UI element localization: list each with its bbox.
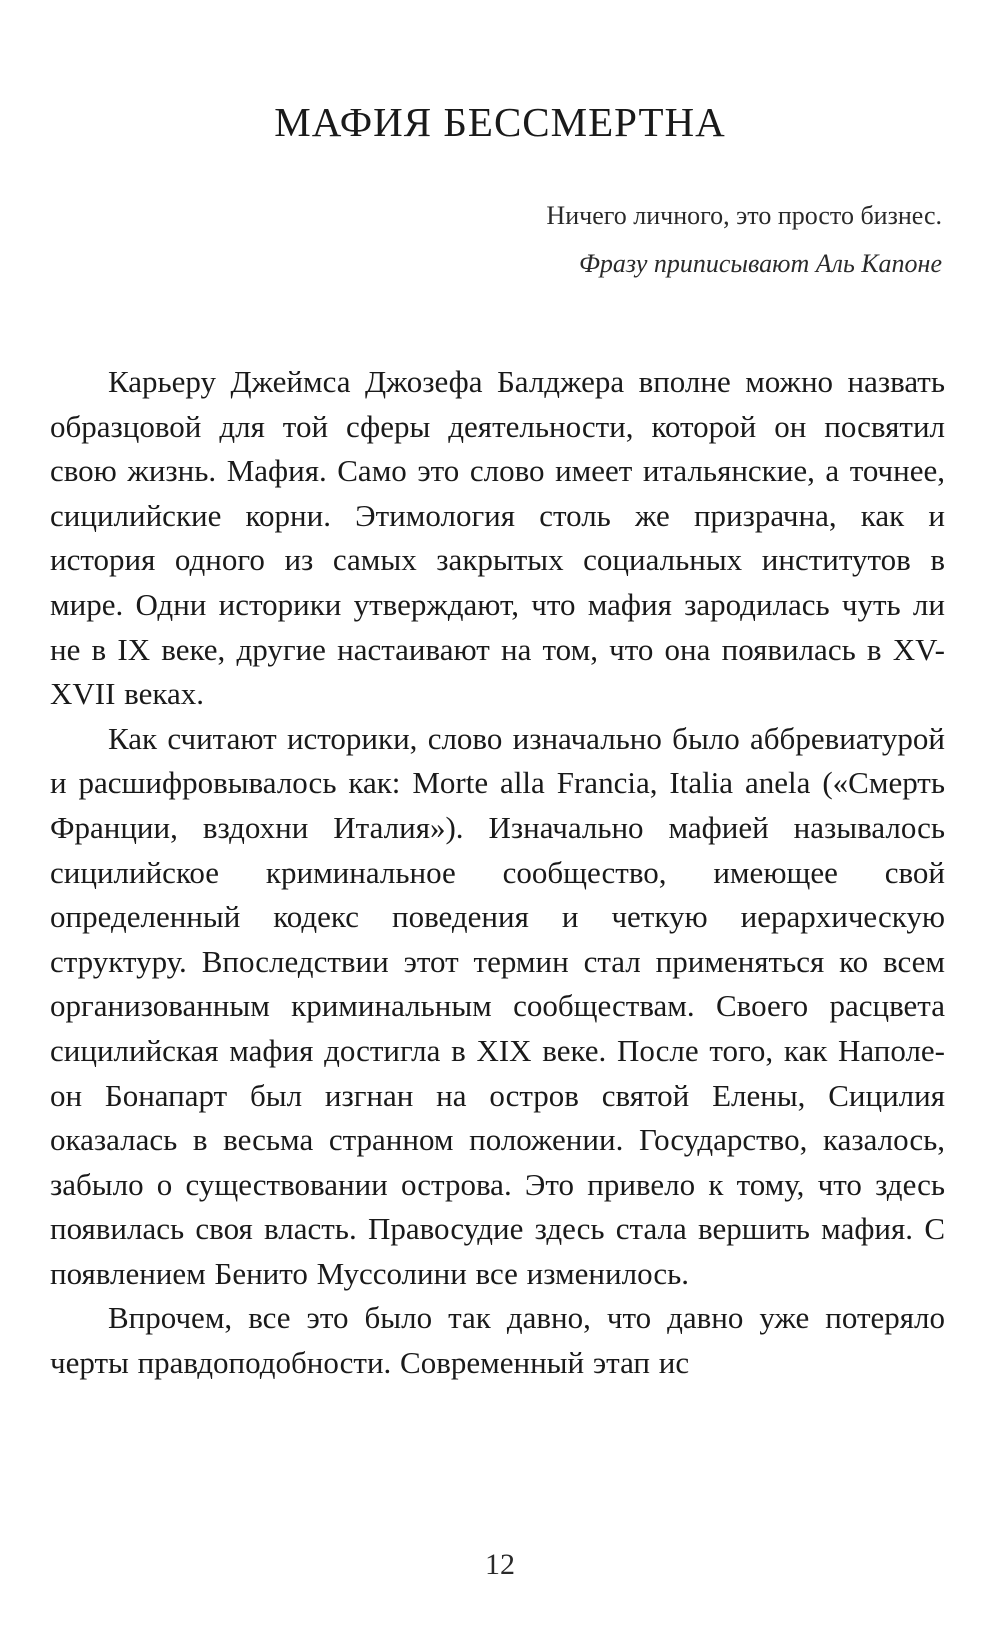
body-text bbox=[50, 360, 945, 1386]
paragraph: Впрочем, все это было так давно, что давно уже потеряло черты правдоподобности. Современный этап ис bbox=[50, 1300, 945, 1381]
chapter-title: МАФИЯ БЕССМЕРТНА bbox=[274, 99, 726, 145]
paragraph: Карьеру Джеймса Джозефа Балджера вполне можно назвать образцовой для той сферы деятельности, которой он посвятил свою жизнь. Мафия. Само это слово имеет итальянские, а точнее, сицилийские корни. Этимология столь же призрачна, как и история одного из самых закрытых социальных институтов в мире. Одни историки утверждают, что мафия зародилась чуть ли не в IX веке, другие настаивают на том, что она появилась в XV-XVII веках. bbox=[50, 364, 945, 712]
epigraph bbox=[342, 192, 942, 288]
epigraph-quote: Ничего личного, это просто бизнес. bbox=[546, 201, 942, 230]
epigraph-attribution: Фразу приписывают Аль Капоне bbox=[578, 249, 942, 278]
paragraph: Как считают историки, слово изначально было аббревиатурой и расшифровывалось как: Morte alla Francia, Italia anela («Смерть Франции, вздохни Италия»). Изначально мафией называлось сицилийское криминальное сообщество, имеющее свой определенный кодекс поведения и четкую иерархическую структуру. Впоследствии этот термин стал применяться ко всем организованным криминальным сообществам. Своего расцвета сицилийская мафия достигла в XIX веке. После того, как Наполеон Бонапарт был изгнан на остров святой Елены, Сицилия оказалась в весьма странном положении. Государство, казалось, забыло о существовании острова. Это привело к тому, что здесь появилась своя власть. Правосудие здесь стала вершить мафия. С появлением Бенито Муссолини все изменилось. bbox=[50, 720, 945, 1291]
page-number: 12 bbox=[485, 1548, 515, 1581]
